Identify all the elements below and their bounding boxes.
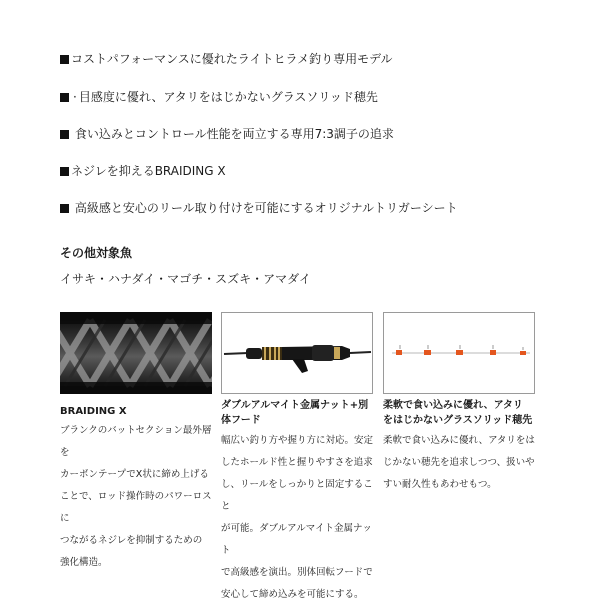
bullet-square-icon <box>60 204 69 213</box>
solid-tip-caption-title: 柔軟で食い込みに優れ、アタリ をはじかないグラスソリッド穂先 <box>383 400 533 426</box>
bullet-square-icon <box>60 55 69 64</box>
feature-item: 高級感と安心のリール取り付けを可能にするオリジナルトリガーシート <box>60 201 458 215</box>
solid-tip-caption-body: 柔軟で食い込みに優れ、アタリをは じかない穂先を追求しつつ、扱いや すい耐久性もあわせもつ。 <box>383 435 535 490</box>
feature-item: · 目感度に優れ、アタリをはじかないグラスソリッド穂先 <box>60 90 378 104</box>
target-fish-heading: その他対象魚 <box>60 246 133 260</box>
braiding-x-caption-title: BRAIDING X <box>60 406 127 417</box>
feature-item: コストパフォーマンスに優れたライトヒラメ釣り専用モデル <box>60 52 392 66</box>
bullet-square-icon <box>60 130 69 139</box>
reel-seat-caption-body: 幅広い釣り方や握り方に対応。安定 したホールド性と握りやすさを追求 し、リールをしっかりと固定すること が可能。ダブルアルマイト金属ナット で高級感を演出。別体回転フードで 安心して締め込みを可能にする。 <box>221 435 374 600</box>
feature-item: ネジレを抑えるBRAIDING X <box>60 164 226 178</box>
target-fish-list: イサキ・ハナダイ・マゴチ・スズキ・アマダイ <box>60 272 311 286</box>
braided-carbon-graphic <box>60 312 212 394</box>
bullet-square-icon <box>60 167 69 176</box>
reel-seat-graphic <box>222 313 372 393</box>
braiding-x-image <box>60 312 212 394</box>
reel-seat-image <box>221 312 373 394</box>
braiding-x-caption-body: ブランクのバットセクション最外層を カーボンテープでX状に締め上げる ことで、ロッド操作時のパワーロスに つながるネジレを抑制するための 強化構造。 <box>60 425 212 568</box>
solid-tip-image <box>383 312 535 394</box>
feature-item: 食い込みとコントロール性能を両立する専用7:3調子の追求 <box>60 127 394 141</box>
reel-seat-caption-title: ダブルアルマイト金属ナット+別 体フード <box>221 400 369 426</box>
solid-tip-graphic <box>384 313 534 393</box>
bullet-square-icon <box>60 93 69 102</box>
